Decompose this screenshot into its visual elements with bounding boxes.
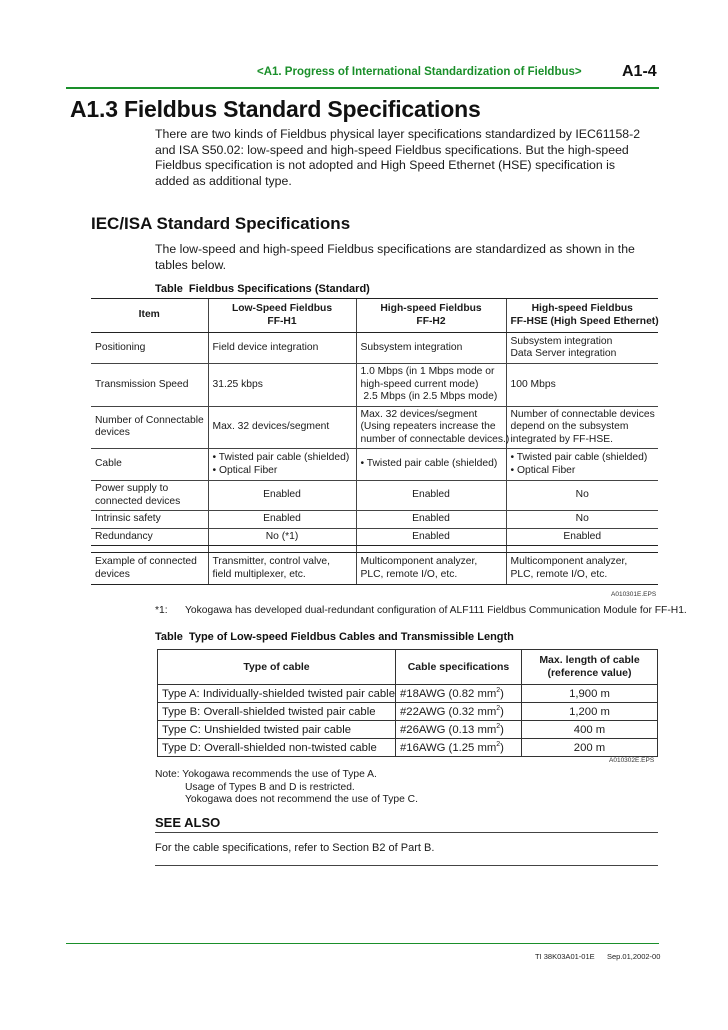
table-row [158, 721, 658, 739]
cell-ff-hse: No [506, 511, 658, 529]
table-row [91, 449, 658, 481]
table-spacer-row [91, 546, 658, 553]
cell-ff-hse: Enabled [506, 528, 658, 546]
page-number: A1-4 [622, 63, 657, 80]
cell-ff-h1: Enabled [208, 481, 356, 511]
table2-caption-text: Type of Low-speed Fieldbus Cables and Transmissible Length [188, 631, 514, 643]
table-row [158, 685, 658, 703]
cell-ff-h1: Max. 32 devices/segment [208, 406, 356, 449]
cell-ff-hse: Multicomponent analyzer, PLC, remote I/O, etc. [506, 553, 658, 585]
header-item: Item [91, 299, 208, 333]
cell-ff-hse: 100 Mbps [506, 364, 658, 407]
cell-ff-hse: • Twisted pair cable (shielded) • Optical Fiber [506, 449, 658, 481]
subsection-heading: IEC/ISA Standard Specifications [91, 214, 351, 233]
cable-types-table [157, 649, 658, 757]
row-label: Power supply to connected devices [91, 481, 208, 511]
note-line: Usage of Types B and D is restricted. [185, 781, 355, 793]
table2-label: Table [155, 631, 183, 643]
subsection-line: tables below. [155, 257, 227, 272]
header-type-of-cable: Type of cable [158, 650, 396, 685]
cable-spec: #22AWG (0.32 $mm^2$) [396, 703, 522, 721]
cell-ff-h2: Subsystem integration [356, 333, 506, 364]
table1-label: Table [155, 283, 183, 295]
intro-line: added as additional type. [155, 173, 292, 188]
cable-max-length: 400 m [522, 721, 658, 739]
cable-spec: #18AWG (0.82 $mm^2$) [396, 685, 522, 703]
cell-ff-hse: Number of connectable devices depend on the subsystem integrated by FF-HSE. [506, 406, 658, 449]
row-label: Intrinsic safety [91, 511, 208, 529]
table2-caption [155, 631, 514, 643]
footer-document-number: TI 38K03A01-01E [535, 952, 595, 961]
table-row [158, 703, 658, 721]
table-row [91, 406, 658, 449]
cell-ff-h2: Enabled [356, 481, 506, 511]
see-also-rule [155, 865, 658, 866]
cable-type: Type B: Overall-shielded twisted pair cable [158, 703, 396, 721]
cable-max-length: 1,200 m [522, 703, 658, 721]
note-block [155, 769, 418, 807]
cell-ff-h2: Max. 32 devices/segment (Using repeaters increase the number of connectable devices.) [356, 406, 506, 449]
row-label: Example of connected devices [91, 553, 208, 585]
note-line: Note: Yokogawa recommends the use of Type A. [155, 769, 377, 780]
table1-caption-text: Fieldbus Specifications (Standard) [188, 283, 370, 295]
row-label: Number of Connectable devices [91, 406, 208, 449]
cable-type: Type A: Individually-shielded twisted pair cable [158, 685, 396, 703]
cell-ff-hse: No [506, 481, 658, 511]
running-header-title: <A1. Progress of International Standardization of Fieldbus> [257, 66, 582, 78]
row-label: Cable [91, 449, 208, 481]
table-row [91, 481, 658, 511]
intro-line: and ISA S50.02: low-speed and high-speed Fieldbus specifications. But the high-speed [155, 142, 629, 157]
cell-ff-h2: Multicomponent analyzer, PLC, remote I/O, etc. [356, 553, 506, 585]
see-also-heading: SEE ALSO [155, 815, 221, 830]
footnote-mark: *1: [155, 605, 168, 616]
row-label: Transmission Speed [91, 364, 208, 407]
footer-date: Sep.01,2002-00 [607, 952, 661, 961]
table-header-row [91, 299, 658, 333]
cell-ff-h2: Enabled [356, 528, 506, 546]
table-row [91, 511, 658, 529]
intro-line: There are two kinds of Fieldbus physical layer specifications standardized by IEC61158-2 [155, 127, 641, 141]
table2-eps-reference: A010302E.EPS [609, 757, 655, 764]
header-rule [66, 87, 659, 89]
table1-caption [155, 283, 370, 295]
table-row [91, 333, 658, 364]
header-cable-specifications: Cable specifications [396, 650, 522, 685]
cell-ff-hse: Subsystem integration Data Server integration [506, 333, 658, 364]
intro-paragraph [155, 127, 660, 189]
cell-ff-h2: • Twisted pair cable (shielded) [356, 449, 506, 481]
cable-spec: #26AWG (0.13 $mm^2$) [396, 721, 522, 739]
cell-ff-h1: No (*1) [208, 528, 356, 546]
row-label: Redundancy [91, 528, 208, 546]
subsection-paragraph [155, 242, 660, 273]
footnote [155, 605, 687, 616]
header-ff-h1: Low-Speed Fieldbus FF-H1 [208, 299, 356, 333]
cell-ff-h1: Enabled [208, 511, 356, 529]
cable-type: Type C: Unshielded twisted pair cable [158, 721, 396, 739]
cable-spec: #16AWG (1.25 $mm^2$) [396, 739, 522, 757]
header-ff-hse: High-speed Fieldbus FF-HSE (High Speed Ethernet) [506, 299, 658, 333]
table-header-row [158, 650, 658, 685]
table-row [91, 553, 658, 585]
fieldbus-spec-table [91, 298, 658, 585]
footnote-text: Yokogawa has developed dual-redundant configuration of ALF111 Fieldbus Communication Module for FF-H1. [185, 605, 687, 616]
intro-line: Fieldbus specification is not adopted and High Speed Ethernet (HSE) specification is [155, 158, 616, 172]
table-row [91, 364, 658, 407]
cell-ff-h1: Field device integration [208, 333, 356, 364]
cell-ff-h1: 31.25 kbps [208, 364, 356, 407]
cable-type: Type D: Overall-shielded non-twisted cable [158, 739, 396, 757]
section-title: A1.3 Fieldbus Standard Specifications [70, 96, 481, 122]
cable-max-length: 200 m [522, 739, 658, 757]
table-row [91, 528, 658, 546]
subsection-line: The low-speed and high-speed Fieldbus specifications are standardized as shown in the [155, 242, 635, 256]
cell-ff-h1: • Twisted pair cable (shielded) • Optical Fiber [208, 449, 356, 481]
header-max-length: Max. length of cable (reference value) [522, 650, 658, 685]
row-label: Positioning [91, 333, 208, 364]
cell-ff-h2: Enabled [356, 511, 506, 529]
see-also-text: For the cable specifications, refer to Section B2 of Part B. [155, 842, 435, 854]
table1-eps-reference: A010301E.EPS [611, 591, 657, 598]
cell-ff-h1: Transmitter, control valve, field multiplexer, etc. [208, 553, 356, 585]
cable-max-length: 1,900 m [522, 685, 658, 703]
see-also-rule [155, 832, 658, 833]
header-ff-h2: High-speed Fieldbus FF-H2 [356, 299, 506, 333]
footer-rule [66, 943, 659, 944]
note-line: Yokogawa does not recommend the use of Type C. [185, 794, 418, 805]
table-row [158, 739, 658, 757]
cell-ff-h2: 1.0 Mbps (in 1 Mbps mode or high-speed current mode) 2.5 Mbps (in 2.5 Mbps mode) [356, 364, 506, 407]
